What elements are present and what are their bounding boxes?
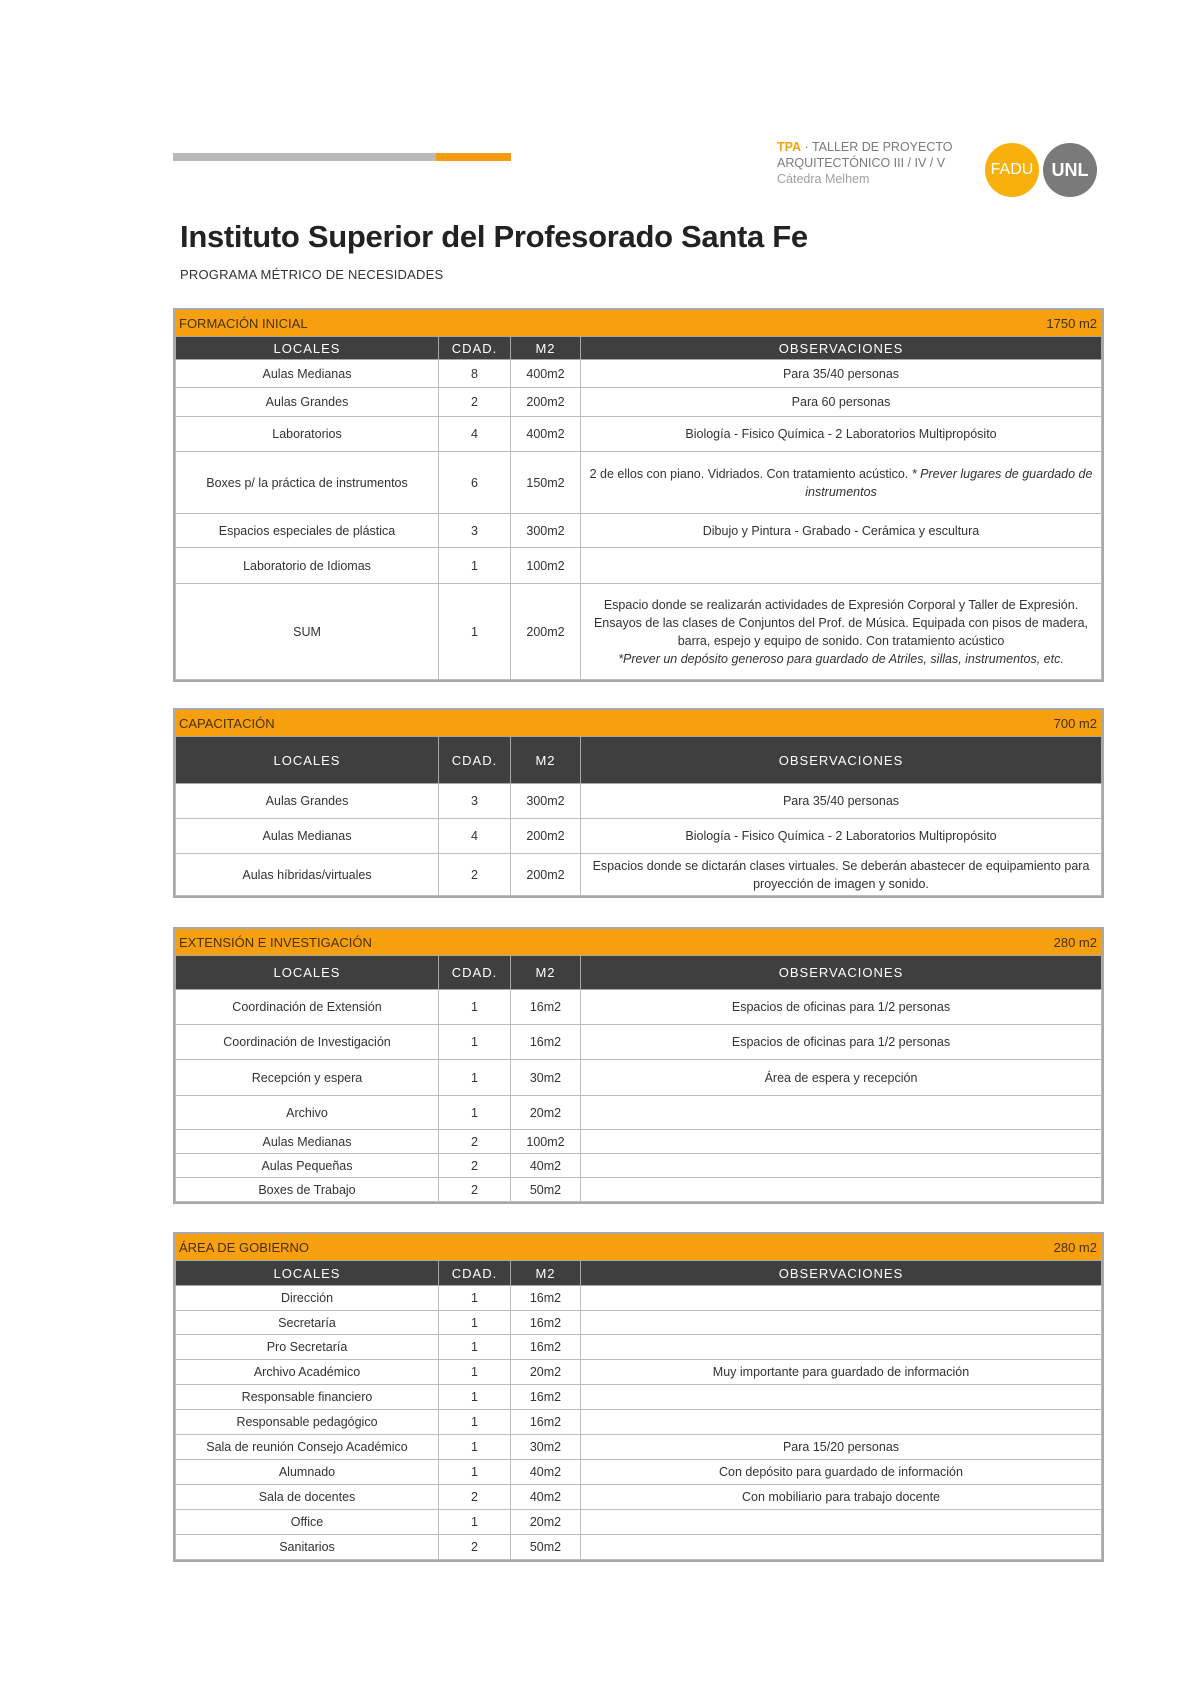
section-name: CAPACITACIÓN: [179, 715, 275, 731]
cell-local: Aulas híbridas/virtuales: [176, 854, 439, 896]
cell-obs: Espacios donde se dictarán clases virtuales. Se deberán abastecer de equipamiento para proyección de imagen y sonido.: [581, 854, 1102, 896]
cell-cdad: 2: [439, 1154, 511, 1178]
unl-logo-text: UNL: [1051, 159, 1089, 180]
cell-cdad: 3: [439, 784, 511, 819]
col-header-m2: M2: [511, 956, 581, 990]
col-header-cdad: CDAD.: [439, 1261, 511, 1286]
cell-m2: 300m2: [511, 514, 581, 548]
cell-m2: 30m2: [511, 1060, 581, 1096]
cell-m2: 16m2: [511, 990, 581, 1025]
cell-cdad: 2: [439, 1130, 511, 1154]
table-row: [176, 1130, 1102, 1154]
cell-cdad: 1: [439, 990, 511, 1025]
table-row: [176, 514, 1102, 548]
cell-cdad: 2: [439, 1485, 511, 1510]
cell-m2: 16m2: [511, 1311, 581, 1335]
col-header-locales: LOCALES: [176, 1261, 439, 1286]
cell-cdad: 1: [439, 1060, 511, 1096]
cell-obs: Dibujo y Pintura - Grabado - Cerámica y escultura: [581, 514, 1102, 548]
table-row: [176, 1460, 1102, 1485]
cell-local: Sala de reunión Consejo Académico: [176, 1435, 439, 1460]
cell-cdad: 1: [439, 1460, 511, 1485]
cell-local: Pro Secretaría: [176, 1335, 439, 1360]
cell-m2: 16m2: [511, 1335, 581, 1360]
cell-local: Boxes de Trabajo: [176, 1178, 439, 1202]
table-row: [176, 1360, 1102, 1385]
cell-local: Responsable pedagógico: [176, 1410, 439, 1435]
cell-obs: Biología - Fisico Química - 2 Laboratorios Multipropósito: [581, 417, 1102, 452]
section-capacitacion: [173, 708, 1104, 898]
col-header-m2: M2: [511, 337, 581, 360]
course-header-catedra: Cátedra Melhem: [777, 172, 870, 186]
col-header-cdad: CDAD.: [439, 956, 511, 990]
cell-obs: [581, 584, 1102, 680]
col-header-locales: LOCALES: [176, 737, 439, 784]
cell-local: Recepción y espera: [176, 1060, 439, 1096]
cell-local: Secretaría: [176, 1311, 439, 1335]
cell-cdad: 1: [439, 1435, 511, 1460]
col-header-obs: OBSERVACIONES: [581, 737, 1102, 784]
table-row: [176, 1286, 1102, 1311]
cell-obs: Para 35/40 personas: [581, 784, 1102, 819]
cell-m2: 100m2: [511, 1130, 581, 1154]
cell-m2: 50m2: [511, 1178, 581, 1202]
decorative-top-bar: [173, 153, 511, 161]
table-row: [176, 1535, 1102, 1560]
cell-obs: Para 35/40 personas: [581, 360, 1102, 388]
cell-local: Aulas Grandes: [176, 784, 439, 819]
cell-m2: 20m2: [511, 1510, 581, 1535]
top-bar-orange-segment: [436, 153, 511, 161]
cell-cdad: 1: [439, 1286, 511, 1311]
table-row: [176, 1435, 1102, 1460]
cell-obs: [581, 1510, 1102, 1535]
section-name: FORMACIÓN INICIAL: [179, 315, 308, 331]
cell-obs: [581, 1410, 1102, 1435]
cell-m2: 200m2: [511, 854, 581, 896]
cell-m2: 400m2: [511, 360, 581, 388]
cell-m2: 30m2: [511, 1435, 581, 1460]
unl-logo: [1043, 143, 1097, 197]
cell-cdad: 1: [439, 1096, 511, 1130]
section-header: [175, 710, 1102, 736]
col-header-obs: OBSERVACIONES: [581, 337, 1102, 360]
table-row: [176, 1485, 1102, 1510]
table-row: [176, 452, 1102, 514]
cell-m2: 20m2: [511, 1360, 581, 1385]
course-header: [777, 139, 953, 187]
section-table: [175, 736, 1102, 896]
cell-cdad: 2: [439, 1535, 511, 1560]
cell-local: Aulas Medianas: [176, 1130, 439, 1154]
page-title: Instituto Superior del Profesorado Santa Fe: [180, 219, 808, 254]
cell-obs: Espacios de oficinas para 1/2 personas: [581, 1025, 1102, 1060]
cell-m2: 16m2: [511, 1025, 581, 1060]
col-header-obs: OBSERVACIONES: [581, 1261, 1102, 1286]
table-row: [176, 388, 1102, 417]
cell-obs: [581, 1311, 1102, 1335]
table-header-row: [176, 1261, 1102, 1286]
cell-obs: [581, 1178, 1102, 1202]
cell-obs: [581, 1535, 1102, 1560]
cell-local: Aulas Grandes: [176, 388, 439, 417]
col-header-obs: OBSERVACIONES: [581, 956, 1102, 990]
table-row: [176, 1335, 1102, 1360]
cell-local: Laboratorios: [176, 417, 439, 452]
table-row: [176, 1154, 1102, 1178]
cell-local: Aulas Medianas: [176, 819, 439, 854]
table-row: [176, 1025, 1102, 1060]
table-row: [176, 417, 1102, 452]
cell-obs: [581, 548, 1102, 584]
cell-m2: 16m2: [511, 1385, 581, 1410]
section-total: 280 m2: [1053, 1239, 1097, 1255]
top-bar-gray-segment: [173, 153, 436, 161]
cell-cdad: 8: [439, 360, 511, 388]
cell-local: Alumnado: [176, 1460, 439, 1485]
cell-obs: Muy importante para guardado de información: [581, 1360, 1102, 1385]
section-total: 280 m2: [1053, 934, 1097, 950]
table-row: [176, 1311, 1102, 1335]
cell-obs: Con depósito para guardado de información: [581, 1460, 1102, 1485]
cell-obs: Para 15/20 personas: [581, 1435, 1102, 1460]
cell-local: Coordinación de Investigación: [176, 1025, 439, 1060]
cell-obs: [581, 452, 1102, 514]
section-header: [175, 1234, 1102, 1260]
cell-obs: [581, 1335, 1102, 1360]
cell-local: Office: [176, 1510, 439, 1535]
table-row: [176, 1178, 1102, 1202]
section-extension-investigacion: [173, 927, 1104, 1204]
cell-m2: 200m2: [511, 584, 581, 680]
cell-local: Coordinación de Extensión: [176, 990, 439, 1025]
cell-local: Laboratorio de Idiomas: [176, 548, 439, 584]
cell-m2: 40m2: [511, 1154, 581, 1178]
cell-cdad: 6: [439, 452, 511, 514]
cell-local: Archivo Académico: [176, 1360, 439, 1385]
table-row: [176, 854, 1102, 896]
cell-obs: Para 60 personas: [581, 388, 1102, 417]
cell-obs: [581, 1130, 1102, 1154]
table-row: [176, 548, 1102, 584]
cell-m2: 200m2: [511, 819, 581, 854]
cell-m2: 50m2: [511, 1535, 581, 1560]
cell-cdad: 3: [439, 514, 511, 548]
col-header-locales: LOCALES: [176, 956, 439, 990]
cell-cdad: 1: [439, 548, 511, 584]
cell-obs: [581, 1286, 1102, 1311]
col-header-cdad: CDAD.: [439, 737, 511, 784]
cell-cdad: 2: [439, 388, 511, 417]
cell-cdad: 1: [439, 1410, 511, 1435]
section-area-de-gobierno: [173, 1232, 1104, 1562]
cell-obs: [581, 1096, 1102, 1130]
course-header-line1: [777, 139, 953, 155]
fadu-logo-text: FADU: [990, 161, 1034, 178]
table-header-row: [176, 956, 1102, 990]
cell-m2: 40m2: [511, 1460, 581, 1485]
cell-obs: [581, 1385, 1102, 1410]
cell-obs: [581, 1154, 1102, 1178]
section-header: [175, 310, 1102, 336]
col-header-m2: M2: [511, 1261, 581, 1286]
cell-m2: 40m2: [511, 1485, 581, 1510]
cell-cdad: 2: [439, 854, 511, 896]
cell-local: SUM: [176, 584, 439, 680]
table-row: [176, 1510, 1102, 1535]
cell-m2: 200m2: [511, 388, 581, 417]
cell-cdad: 2: [439, 1178, 511, 1202]
table-row: [176, 1096, 1102, 1130]
cell-local: Archivo: [176, 1096, 439, 1130]
cell-cdad: 1: [439, 584, 511, 680]
section-table: [175, 955, 1102, 1202]
cell-local: Responsable financiero: [176, 1385, 439, 1410]
page-subtitle: PROGRAMA MÉTRICO DE NECESIDADES: [180, 267, 444, 282]
section-table: [175, 1260, 1102, 1560]
cell-local: Boxes p/ la práctica de instrumentos: [176, 452, 439, 514]
obs-note-italic: * Prever lugares de guardado de instrumentos: [805, 466, 1093, 499]
section-total: 1750 m2: [1046, 315, 1097, 331]
col-header-locales: LOCALES: [176, 337, 439, 360]
cell-m2: 16m2: [511, 1286, 581, 1311]
table-row: [176, 784, 1102, 819]
table-row: [176, 1385, 1102, 1410]
obs-text: Espacio donde se realizarán actividades de Expresión Corporal y Taller de Expresión. Ensayos de las clases de Conjuntos del Prof. de Música. Equipada con pisos de madera, barra, espejo y equipo de sonido. Con tratamiento acústico: [593, 597, 1089, 648]
table-row: [176, 990, 1102, 1025]
cell-local: Dirección: [176, 1286, 439, 1311]
table-row: [176, 584, 1102, 680]
table-header-row: [176, 737, 1102, 784]
course-line1-rest: · TALLER DE PROYECTO: [801, 140, 953, 154]
cell-local: Sala de docentes: [176, 1485, 439, 1510]
cell-cdad: 4: [439, 819, 511, 854]
section-header: [175, 929, 1102, 955]
table-row: [176, 819, 1102, 854]
cell-m2: 100m2: [511, 548, 581, 584]
section-name: EXTENSIÓN E INVESTIGACIÓN: [179, 934, 372, 950]
cell-cdad: 1: [439, 1385, 511, 1410]
table-row: [176, 1410, 1102, 1435]
cell-obs: Área de espera y recepción: [581, 1060, 1102, 1096]
cell-local: Espacios especiales de plástica: [176, 514, 439, 548]
section-formacion-inicial: [173, 308, 1104, 682]
fadu-logo: [985, 143, 1039, 197]
obs-text: 2 de ellos con piano. Vidriados. Con tratamiento acústico.: [589, 466, 909, 481]
cell-local: Sanitarios: [176, 1535, 439, 1560]
cell-obs: Biología - Fisico Química - 2 Laboratorios Multipropósito: [581, 819, 1102, 854]
table-row: [176, 360, 1102, 388]
obs-note-italic: *Prever un depósito generoso para guardado de Atriles, sillas, instrumentos, etc.: [618, 651, 1064, 666]
cell-cdad: 1: [439, 1360, 511, 1385]
cell-local: Aulas Pequeñas: [176, 1154, 439, 1178]
course-header-line2: ARQUITECTÓNICO III / IV / V: [777, 156, 946, 170]
cell-obs: Con mobiliario para trabajo docente: [581, 1485, 1102, 1510]
cell-cdad: 1: [439, 1025, 511, 1060]
cell-cdad: 1: [439, 1311, 511, 1335]
cell-m2: 20m2: [511, 1096, 581, 1130]
col-header-cdad: CDAD.: [439, 337, 511, 360]
cell-cdad: 4: [439, 417, 511, 452]
cell-obs: Espacios de oficinas para 1/2 personas: [581, 990, 1102, 1025]
tpa-label: TPA: [777, 140, 802, 154]
cell-cdad: 1: [439, 1510, 511, 1535]
cell-local: Aulas Medianas: [176, 360, 439, 388]
cell-m2: 300m2: [511, 784, 581, 819]
col-header-m2: M2: [511, 737, 581, 784]
table-row: [176, 1060, 1102, 1096]
section-total: 700 m2: [1053, 715, 1097, 731]
cell-cdad: 1: [439, 1335, 511, 1360]
section-name: ÁREA DE GOBIERNO: [179, 1239, 310, 1255]
cell-m2: 150m2: [511, 452, 581, 514]
table-header-row: [176, 337, 1102, 360]
cell-m2: 400m2: [511, 417, 581, 452]
section-table: [175, 336, 1102, 680]
cell-m2: 16m2: [511, 1410, 581, 1435]
